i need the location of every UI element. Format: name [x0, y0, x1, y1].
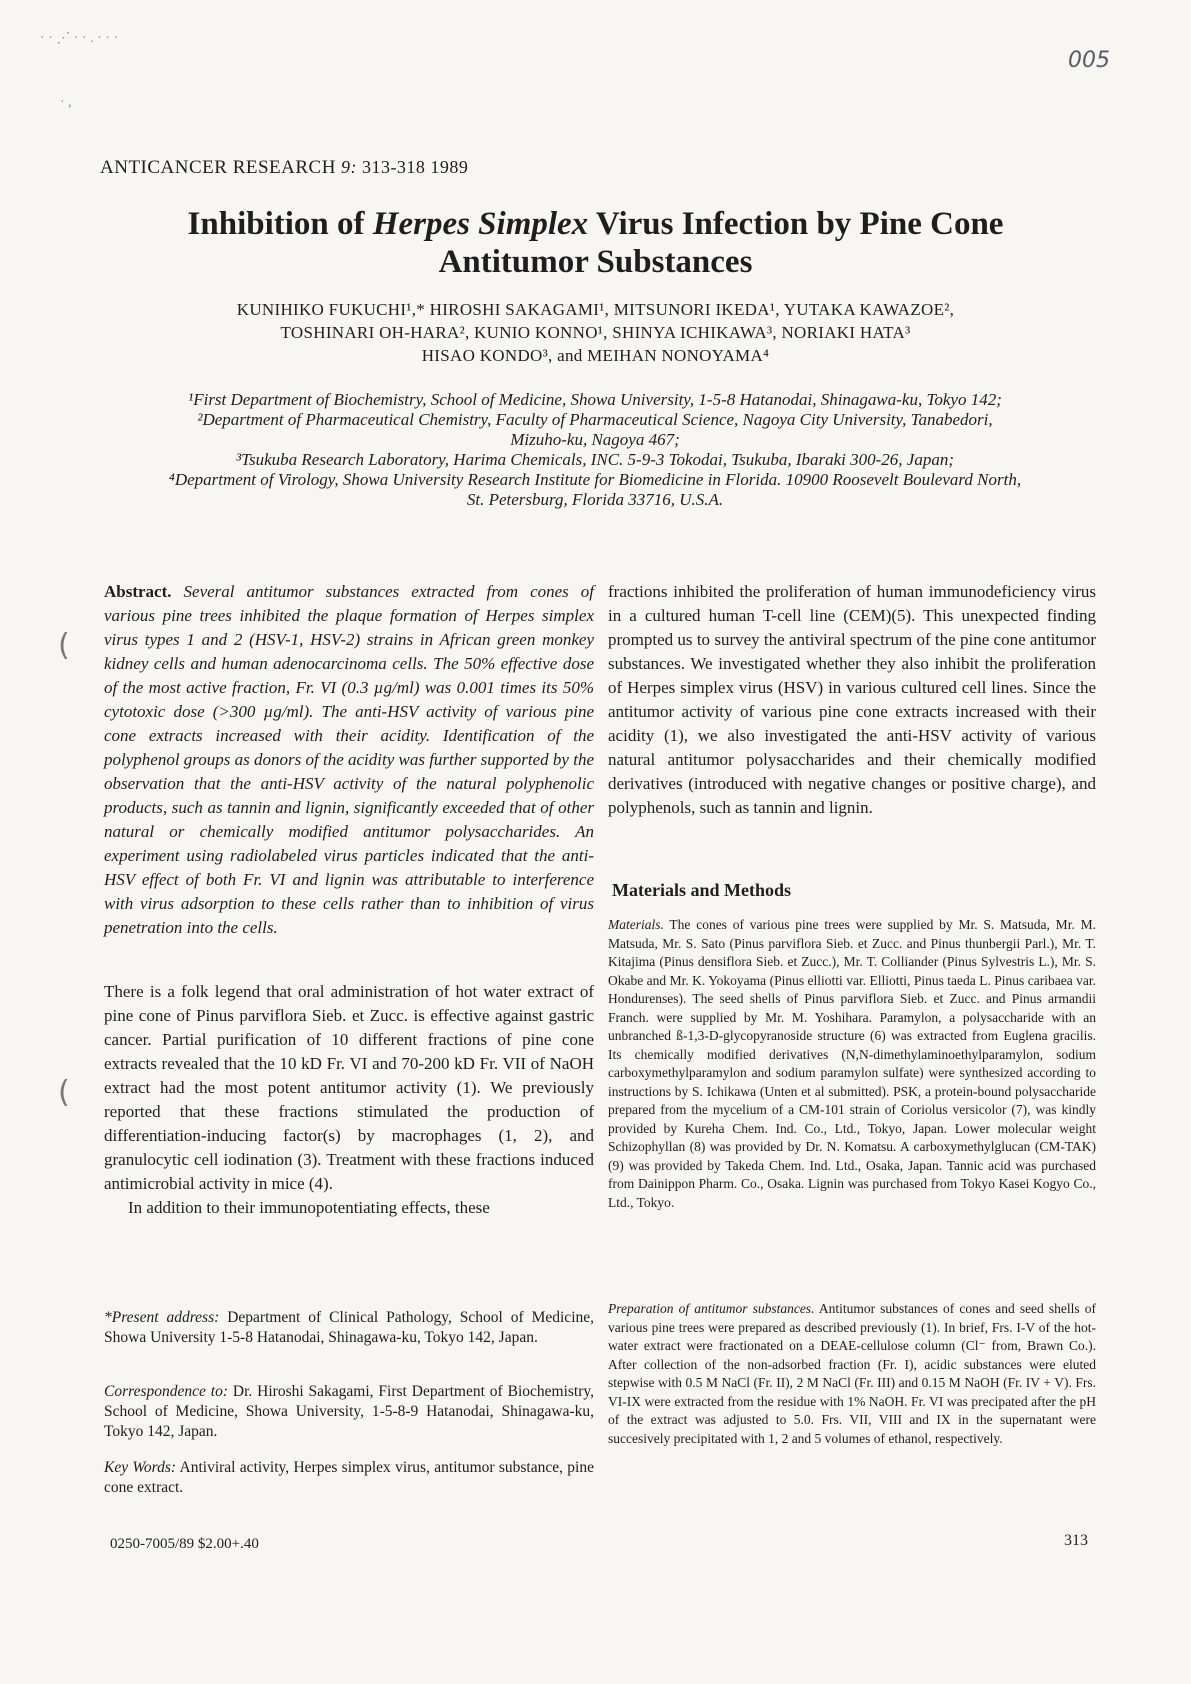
title-part2: Virus Infection by Pine Cone [588, 206, 1004, 242]
journal-name: ANTICANCER RESEARCH [100, 157, 336, 178]
footnote-present-address [104, 1308, 594, 1348]
intro-paragraph: In addition to their immunopotentiating effects, these [128, 1198, 490, 1217]
author-list [0, 298, 1191, 367]
affiliation-line: ¹First Department of Biochemistry, School of Medicine, Showa University, 1-5-8 Hatanodai, Shinagawa-ku, Tokyo 142; [188, 390, 1002, 409]
affiliation-line: St. Petersburg, Florida 33716, U.S.A. [466, 490, 724, 509]
title-part1: Inhibition of [187, 206, 373, 242]
affiliation-line: ³Tsukuba Research Laboratory, Harima Chemicals, INC. 5-9-3 Tokodai, Tsukuba, Ibaraki 300-26, Japan; [236, 450, 954, 469]
footer-code: 0250-7005/89 $2.00+.40 [110, 1536, 259, 1552]
footnote-text: Department of Clinical Pathology, School of Medicine, Showa University 1-5-8 Hatanodai, Shinagawa-ku, Tokyo 142, Japan. [104, 1309, 595, 1346]
materials-paragraph [608, 916, 1096, 1212]
footnote-label: Key Words: [104, 1459, 177, 1476]
journal-volume: 9: [340, 157, 357, 177]
intro-continuation: fractions inhibited the proliferation of human immunodeficiency virus in a cultured human T-cell line (CEM)(5). This unexpected finding prompted us to survey the antiviral spectrum of the pine cone antitumor substances. We investigated whether they also inhibit the proliferation of Herpes simplex virus (HSV) in various cultured cell lines. Since the antitumor activity of various pine cone extracts increased with their acidity (1), we also investigated the anti-HSV activity of various natural antitumor polysaccharides and their chemically modified derivatives (introduced with negative changes or positive charge), and polyphenols, such as tannin and lignin. [608, 582, 1096, 817]
affiliation-line: ²Department of Pharmaceutical Chemistry, Faculty of Pharmaceutical Science, Nagoya City University, Tanabedori, [197, 410, 993, 429]
paragraph-text: Antitumor substances of cones and seed shells of various pine trees were prepared as described previously (1). In brief, Frs. I-V of the hot-water extract were fractionated on a DEAE-cellulose column (Cl⁻ from, Brawn Co.). After collection of the non-adsorbed fraction (Fr. I), acidic substances were eluted stepwise with 0.5 M NaCl (Fr. II), 2 M NaCl (Fr. III) and 0.15 M NaOH (Fr. IV + V). Frs. VI-IX were extracted from the residue with 1% NaOH. Fr. VI was precipated after the pH of the extract was adjusted to 5.0. Frs. VII, VIII and IX in the supernatant were succesively precipitated with 1, 2 and 5 volumes of ethanol, respectively. [608, 1301, 1097, 1446]
paper-title [0, 205, 1191, 281]
footnote-text: Antiviral activity, Herpes simplex virus, antitumor substance, pine cone extract. [104, 1459, 594, 1496]
author-line: KUNIHIKO FUKUCHI¹,* HIROSHI SAKAGAMI¹, MITSUNORI IKEDA¹, YUTAKA KAWAZOE², [236, 300, 955, 319]
preparation-paragraph [608, 1300, 1096, 1448]
abstract [104, 580, 594, 940]
handwritten-note: 005 [1068, 48, 1110, 73]
scan-artifact: · , [60, 95, 72, 110]
page-number: 313 [1064, 1532, 1088, 1549]
author-line: HISAO KONDO³, and MEIHAN NONOYAMA⁴ [421, 346, 770, 365]
section-heading: Materials and Methods [612, 880, 791, 900]
paragraph-text: The cones of various pine trees were supplied by Mr. S. Matsuda, Mr. M. Matsuda, Mr. S. Sato (Pinus parviflora Sieb. et Zucc. and Pinus thunbergii Parl.), Mr. T. Kitajima (Pinus densiflora Sieb. et Zucc.), Mr. T. Colliander (Pinus Sylvestris L.), Mr. S. Okabe and Mr. K. Yokoyama (Pinus elliotti var. Elliotti, Pinus taeda L. Pinus caribaea var. Hondurenses). The seed shells of Pinus parviflora Sieb. et Zucc. and Pinus armandii Franch. were supplied by Mr. M. Yoshihara. Paramylon, a polysaccharide with an unbranched ß-1,3-D-glycopyranoside structure (6) was extracted from Euglena gracilis. Its chemically modified derivatives (N,N-dimethylaminoethylparamylon, sodium carboxymethylparamylon and sodium paramylon sulfate) were synthesized according to instructions by S. Ichikawa (Unten et al submitted). PSK, a protein-bound polysaccharide prepared from the mycelium of a CM-101 strain of Coriolus versicolor (7), was kindly provided by Kureha Chem. Ind. Co., Ltd., Tokyo, Japan. Lower molecular weight Schizophyllan (8) was provided by Dr. N. Komatsu. A carboxymethylglucan (CM-TAK)(9) was provided by Takeda Chem. Ind. Ltd., Osaka, Japan. Tannic acid was purchased from Dainippon Pharm. Co., Osaka. Lignin was purchased from Tokyo Kasei Kogyo Co., Ltd., Tokyo. [608, 917, 1096, 1210]
title-italic: Herpes Simplex [372, 206, 589, 242]
paragraph-label: Preparation of antitumor substances. [608, 1301, 815, 1316]
affiliation-line: ⁴Department of Virology, Showa University Research Institute for Biomedicine in Florida. 10900 Roosevelt Boulevard North, [168, 470, 1022, 489]
introduction [104, 980, 594, 1220]
footnote-correspondence [104, 1382, 594, 1442]
affiliations [95, 390, 1095, 510]
footnote-text: Dr. Hiroshi Sakagami, First Department of Biochemistry, School of Medicine, Showa University, 1-5-8-9 Hatanodai, Shinagawa-ku, Tokyo 142, Japan. [104, 1383, 594, 1440]
author-line: TOSHINARI OH-HARA², KUNIO KONNO¹, SHINYA ICHIKAWA³, NORIAKI HATA³ [280, 323, 911, 342]
scan-artifact: · · ⋰ · · . · · · [40, 31, 119, 46]
abstract-text: Several antitumor substances extracted from cones of various pine trees inhibited the plaque formation of Herpes simplex virus types 1 and 2 (HSV-1, HSV-2) strains in African green monkey kidney cells and human adenocarcinoma cells. The 50% effective dose of the most active fraction, Fr. VI (0.3 µg/ml) was 0.001 times its 50% cytotoxic dose (>300 µg/ml). The anti-HSV activity of various pine cone extracts increased with their acidity. Identification of the polyphenol groups as donors of the acidity was further supported by the observation that the anti-HSV activity of the natural polyphenolic products, such as tannin and lignin, significantly exceeded that of other natural or chemically modified antitumor polysaccharides. An experiment using radiolabeled virus particles indicated that the anti-HSV effect of both Fr. VI and lignin was attributable to interference with virus adsorption to these cells rather than to inhibition of virus penetration into the cells. [104, 582, 595, 937]
intro-paragraph: There is a folk legend that oral administration of hot water extract of pine cone of Pinus parviflora Sieb. et Zucc. is effective against gastric cancer. Partial purification of 10 different fractions of pine cone extracts revealed that the 10 kD Fr. VI and 70-200 kD Fr. VII of NaOH extract had the most potent antitumor activity (1). We previously reported that these fractions stimulated the production of differentiation-inducing factor(s) by macrophages (1, 2), and granulocytic cell iodination (3). Treatment with these fractions induced antimicrobial activity in mice (4). [104, 982, 594, 1193]
paragraph-label: Materials. [608, 917, 664, 932]
margin-bracket-mark: ( [58, 1075, 70, 1110]
journal-citation [100, 157, 468, 179]
footnote-label: *Present address: [104, 1309, 220, 1326]
abstract-label: Abstract. [104, 582, 172, 601]
title-line2: Antitumor Substances [438, 244, 753, 280]
footnote-keywords [104, 1458, 594, 1498]
journal-pages-year: 313-318 1989 [361, 157, 469, 177]
footnote-label: Correspondence to: [104, 1383, 228, 1400]
margin-bracket-mark: ( [58, 628, 70, 663]
affiliation-line: Mizuho-ku, Nagoya 467; [510, 430, 680, 449]
